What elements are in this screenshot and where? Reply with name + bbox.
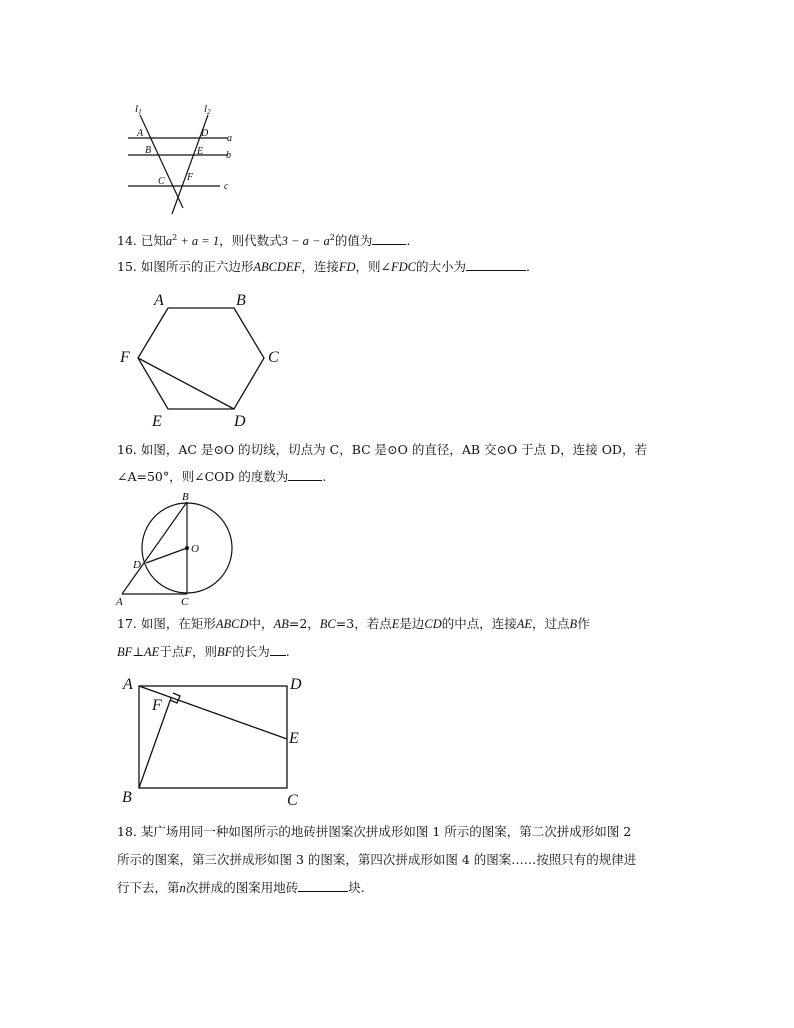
answer-blank <box>270 643 286 656</box>
label-a: a <box>227 133 232 144</box>
label-F: F <box>120 349 130 366</box>
label-C: C <box>181 596 189 608</box>
answer-blank <box>372 232 406 245</box>
hexagon-figure <box>116 288 286 430</box>
label-C: C <box>287 792 298 809</box>
label-B: B <box>122 789 132 806</box>
label-A: A <box>154 292 164 309</box>
question-16-line-1: 16. 如图，AC 是⊙O 的切线，切点为 C，BC 是⊙O 的直径，AB 交⊙O 于点 D，连接 OD，若 <box>117 442 647 457</box>
label-l1: l1 <box>135 103 142 116</box>
question-18-line-1: 18. 某广场用同一种如图所示的地砖拼图案次拼成形如图 1 所示的图案，第二次拼成形如图 2 <box>117 824 632 839</box>
label-B: B <box>236 292 246 309</box>
transversal-l1 <box>140 115 183 208</box>
question-18-line-3: 行下去，第n次拼成的图案用地砖 块. <box>117 880 365 895</box>
label-D: D <box>234 413 246 430</box>
label-D: D <box>133 559 141 571</box>
question-16-line-2: ∠A=50°，则∠COD 的度数为 . <box>117 469 327 484</box>
label-E: E <box>152 413 162 430</box>
question-number: 18. <box>117 824 137 839</box>
segment-AB <box>122 502 187 594</box>
question-18-line-2: 所示的图案，第三次拼成形如图 3 的图案，第四次拼成形如图 4 的图案……按照只有的规律进 <box>117 852 637 867</box>
question-number: 17. <box>117 616 137 631</box>
question-14: 14. 已知$a^2 + a = 1$，则代数式$3 - a - a^2$的值为 . <box>117 233 411 249</box>
question-number: 16. <box>117 442 137 457</box>
segment-OD <box>146 548 187 563</box>
label-D: D <box>201 128 209 139</box>
label-A: A <box>137 128 144 139</box>
label-b: b <box>226 150 231 161</box>
label-F: F <box>187 172 194 183</box>
answer-blank <box>298 879 348 892</box>
label-C: C <box>268 349 279 366</box>
label-c: c <box>224 181 229 192</box>
circle-tangent-figure <box>114 490 240 608</box>
label-A: A <box>123 676 133 693</box>
question-17-line-2: BF⊥AE于点F，则BF的长为 . <box>117 644 290 659</box>
label-B: B <box>182 491 189 503</box>
label-E: E <box>197 146 204 157</box>
label-F: F <box>152 697 162 714</box>
label-A: A <box>116 596 123 608</box>
question-15: 15. 如图所示的正六边形ABCDEF，连接FD，则∠FDC的大小为 . <box>117 259 531 274</box>
label-D: D <box>290 676 302 693</box>
question-17-line-1: 17. 如图，在矩形ABCD中，AB=2，BC=3，若点E是边CD的中点，连接AE，过点B作 <box>117 616 590 631</box>
hexagon <box>138 308 264 409</box>
label-O: O <box>191 543 199 555</box>
label-C: C <box>158 176 165 187</box>
center-point <box>185 546 189 550</box>
answer-blank <box>288 468 322 481</box>
answer-blank <box>466 258 526 271</box>
label-B: B <box>145 145 152 156</box>
question-number: 15. <box>117 259 137 274</box>
rectangle-figure <box>116 670 316 812</box>
label-l2: l2 <box>204 103 211 116</box>
question-number: 14. <box>117 233 137 249</box>
label-E: E <box>289 730 299 747</box>
parallel-lines-figure <box>120 98 245 216</box>
